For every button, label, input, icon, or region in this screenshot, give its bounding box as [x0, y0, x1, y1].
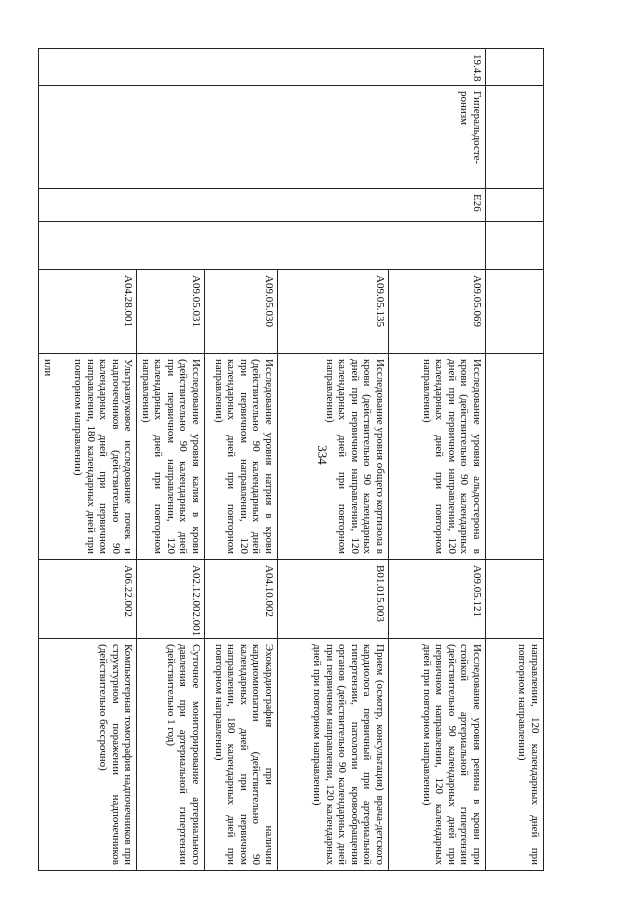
icd-code: E26: [39, 189, 486, 222]
service-code: A09.05.135: [278, 270, 389, 354]
service-desc-text: Ультразвуковое исследование почек и надпочечников (действительно 90 календарных дней при первичном направлении, 180 календарных дней при повторном направлении): [72, 359, 135, 554]
service-desc: Исследование уровня калия в крови (действительно 90 календарных дней при первичном направлении, 120 календарных дней при повторном направлении): [137, 354, 205, 560]
table-row-continuation: [486, 49, 544, 871]
section-name: Гиперальдосте-ронизм: [39, 86, 486, 189]
service-desc: Исследование уровня общего кортизола в крови (действительно 90 календарных дней при первичном направлении, 120 календарных дней при повторном направлении): [278, 354, 389, 560]
service-desc: Исследование уровня альдостерона в крови (действительно 90 календарных дней при первичном направлении, 120 календарных дней при повторном направлении): [389, 354, 486, 560]
service-desc: Эхокардиография при наличии кардиомиопатии (действительно 90 календарных дней при первичном направлении, 180 календарных дней при повторном направлении): [205, 639, 278, 871]
service-code: A09.05.069: [389, 270, 486, 354]
service-desc: Суточное мониторирование артериального давления при артериальной гипертензии (действительно 1 год): [137, 639, 205, 871]
page-number: 334: [315, 445, 330, 465]
service-code: B01.015.003: [278, 560, 389, 639]
service-code: A02.12.002.001: [137, 560, 205, 639]
service-code: A06.22.002: [39, 560, 137, 639]
service-desc: Исследование уровня натрия в крови (действительно 90 календарных дней при первичном направлении, 120 календарных дней при повторном направлении): [205, 354, 278, 560]
or-label: или: [42, 359, 54, 377]
service-desc: Исследование уровня ренина в крови при стойкой артериальной гипертензии (действительно 90 календарных дней при первичном направлении, 120 календарных дней при повторном направлении): [389, 639, 486, 871]
service-code: A04.10.002: [205, 560, 278, 639]
diagnostics-table: [39, 48, 545, 871]
service-desc: Компьютерная томография надпочечников при структурном поражении надпочечников (действительно бессрочно): [39, 639, 137, 871]
service-code: A04.28.001: [39, 270, 137, 354]
service-desc: Прием (осмотр, консультация) врача-детского кардиолога первичный при артериальной гипертензии, патологии кровообращения органов (действительно 90 календарных дней при первичном направлении, 120 календарных дней при повторном направлении): [278, 639, 389, 871]
empty-cell: [39, 222, 486, 270]
service-code: A09.05.031: [137, 270, 205, 354]
service-code: A09.05.121: [389, 560, 486, 639]
rotated-table-container: [42, 48, 544, 870]
continuation-text: направлении, 120 календарных дней при повторном направлении): [486, 639, 544, 871]
service-code: A09.05.030: [205, 270, 278, 354]
table-row: [389, 49, 486, 871]
service-desc: [39, 354, 137, 560]
section-number: 19.4.8: [39, 49, 486, 86]
